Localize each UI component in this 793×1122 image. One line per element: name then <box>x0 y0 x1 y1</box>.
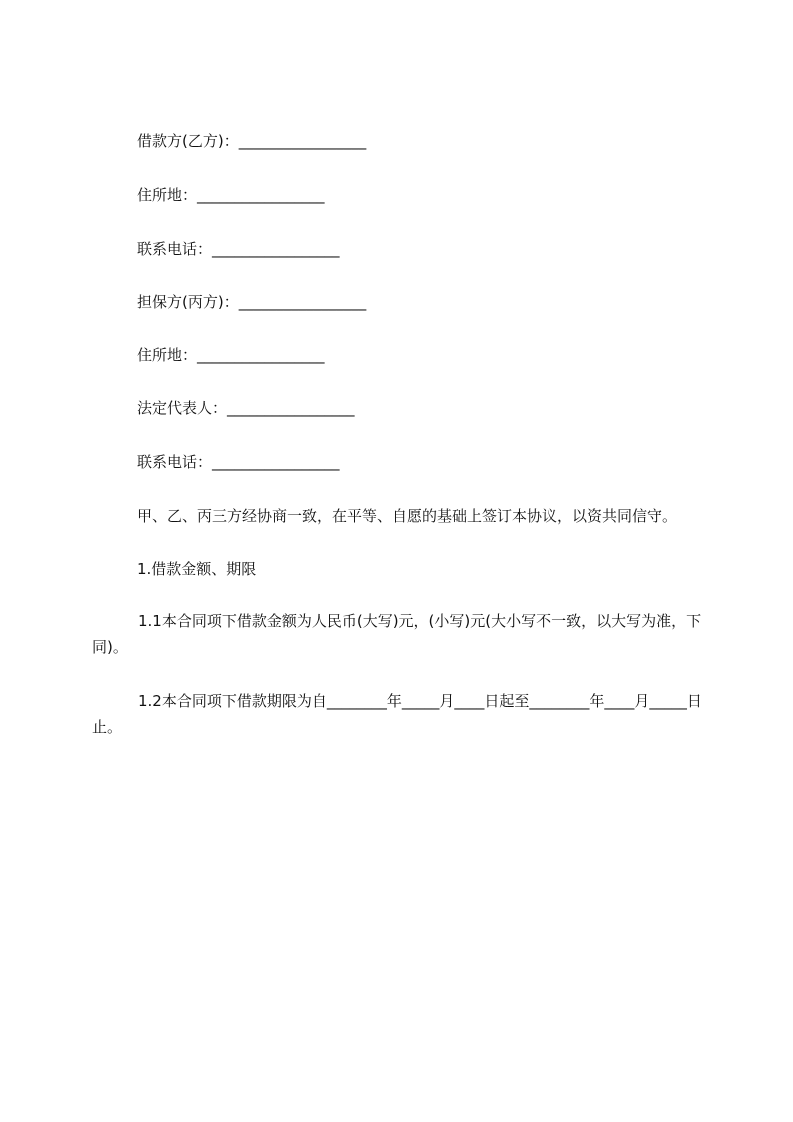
guarantor-address-field: 住所地：_________________ <box>137 346 325 364</box>
guarantor-phone-field: 联系电话：_________________ <box>137 453 340 471</box>
guarantor-field: 担保方(丙方)：_________________ <box>137 293 367 311</box>
section-1-heading: 1.借款金额、期限 <box>137 560 257 578</box>
legal-representative-field: 法定代表人：_________________ <box>137 399 355 417</box>
borrower-address-field: 住所地：_________________ <box>137 186 325 204</box>
borrower-phone-field: 联系电话：_________________ <box>137 240 340 258</box>
borrower-field: 借款方(乙方)：_________________ <box>137 132 367 150</box>
clause-1-1: 1.1本合同项下借款金额为人民币(大写)元，(小写)元(大小写不一致，以大写为准，下同)。 <box>92 612 702 656</box>
clause-1-2: 1.2本合同项下借款期限为自________年_____月____日起至________年____月_____日止。 <box>92 692 702 736</box>
intro-paragraph: 甲、乙、丙三方经协商一致，在平等、自愿的基础上签订本协议，以资共同信守。 <box>137 507 678 525</box>
